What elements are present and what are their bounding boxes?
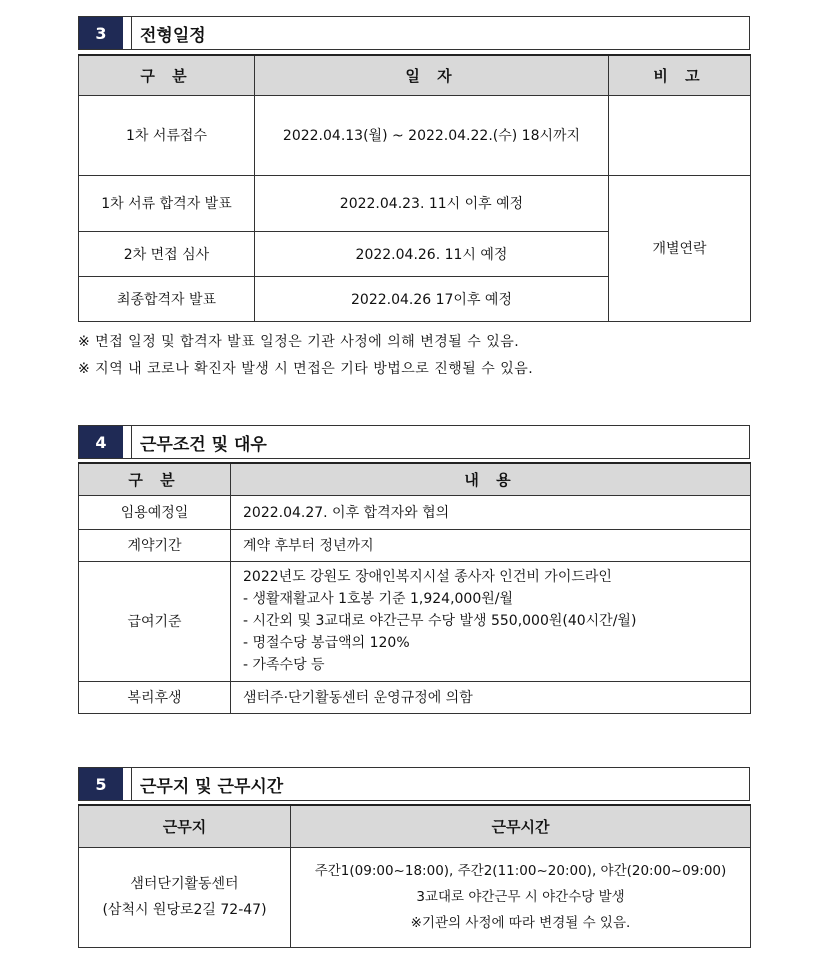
- row-content: 샘터주·단기활동센터 운영규정에 의함: [231, 681, 751, 713]
- section-title: 근무지 및 근무시간: [131, 768, 283, 800]
- row-content: 계약 후부터 정년까지: [231, 529, 751, 561]
- row-date: 2022.04.13(월) ~ 2022.04.22.(수) 18시까지: [255, 95, 609, 175]
- remark-empty: [609, 95, 751, 175]
- remark-cell: 개별연락: [609, 175, 751, 321]
- hours-line: 주간1(09:00~18:00), 주간2(11:00~20:00), 야간(20:00~09:00): [314, 863, 727, 879]
- workplace-address: (삼척시 원당로2길 72-47): [102, 902, 267, 918]
- section-5-header: [78, 767, 750, 801]
- section-number: 4: [79, 426, 123, 458]
- row-label: 임용예정일: [79, 495, 231, 529]
- salary-line: - 가족수당 등: [243, 657, 325, 673]
- col-header-category: 구 분: [79, 463, 231, 495]
- workplace-cell: [79, 847, 291, 947]
- row-label: 복리후생: [79, 681, 231, 713]
- section-title: 전형일정: [131, 17, 206, 49]
- row-label: 1차 서류접수: [79, 95, 255, 175]
- row-label: 1차 서류 합격자 발표: [79, 175, 255, 231]
- conditions-table: [78, 462, 751, 714]
- section-number: 3: [79, 17, 123, 49]
- table-row: [79, 529, 751, 561]
- col-header-place: 근무지: [79, 805, 291, 847]
- row-label: 최종합격자 발표: [79, 276, 255, 321]
- note-line: ※ 지역 내 코로나 확진자 발생 시 면접은 기타 방법으로 진행될 수 있음.: [78, 361, 534, 377]
- table-row: [79, 95, 751, 175]
- note-line: ※ 면접 일정 및 합격자 발표 일정은 기관 사정에 의해 변경될 수 있음.: [78, 334, 520, 350]
- table-row: [79, 561, 751, 681]
- salary-line: - 명절수당 봉급액의 120%: [243, 635, 410, 651]
- section-4-header: [78, 425, 750, 459]
- salary-line: - 생활재활교사 1호봉 기준 1,924,000원/월: [243, 591, 514, 607]
- section-number: 5: [79, 768, 123, 800]
- hours-cell: [291, 847, 751, 947]
- row-date: 2022.04.23. 11시 이후 예정: [255, 175, 609, 231]
- salary-line: - 시간외 및 3교대로 야간근무 수당 발생 550,000원(40시간/월): [243, 613, 637, 629]
- row-date: 2022.04.26. 11시 예정: [255, 231, 609, 276]
- schedule-table: [78, 54, 751, 322]
- table-row: [79, 175, 751, 231]
- col-header-content: 내 용: [231, 463, 751, 495]
- row-content: [231, 561, 751, 681]
- row-label: 계약기간: [79, 529, 231, 561]
- hours-line: ※기관의 사정에 따라 변경될 수 있음.: [410, 915, 631, 931]
- table-row: [79, 681, 751, 713]
- col-header-category: 구 분: [79, 55, 255, 95]
- table-row: [79, 495, 751, 529]
- row-date: 2022.04.26 17이후 예정: [255, 276, 609, 321]
- col-header-remark: 비 고: [609, 55, 751, 95]
- row-label: 2차 면접 심사: [79, 231, 255, 276]
- row-content: 2022.04.27. 이후 합격자와 협의: [231, 495, 751, 529]
- section-3-header: [78, 16, 750, 50]
- row-label: 급여기준: [79, 561, 231, 681]
- col-header-date: 일 자: [255, 55, 609, 95]
- table-row: [79, 847, 751, 947]
- workplace-name: 샘터단기활동센터: [130, 876, 239, 892]
- hours-line: 3교대로 야간근무 시 야간수당 발생: [416, 889, 625, 905]
- col-header-hours: 근무시간: [291, 805, 751, 847]
- section-title: 근무조건 및 대우: [131, 426, 267, 458]
- workplace-table: [78, 804, 751, 948]
- salary-line: 2022년도 강원도 장애인복지시설 종사자 인건비 가이드라인: [243, 569, 612, 585]
